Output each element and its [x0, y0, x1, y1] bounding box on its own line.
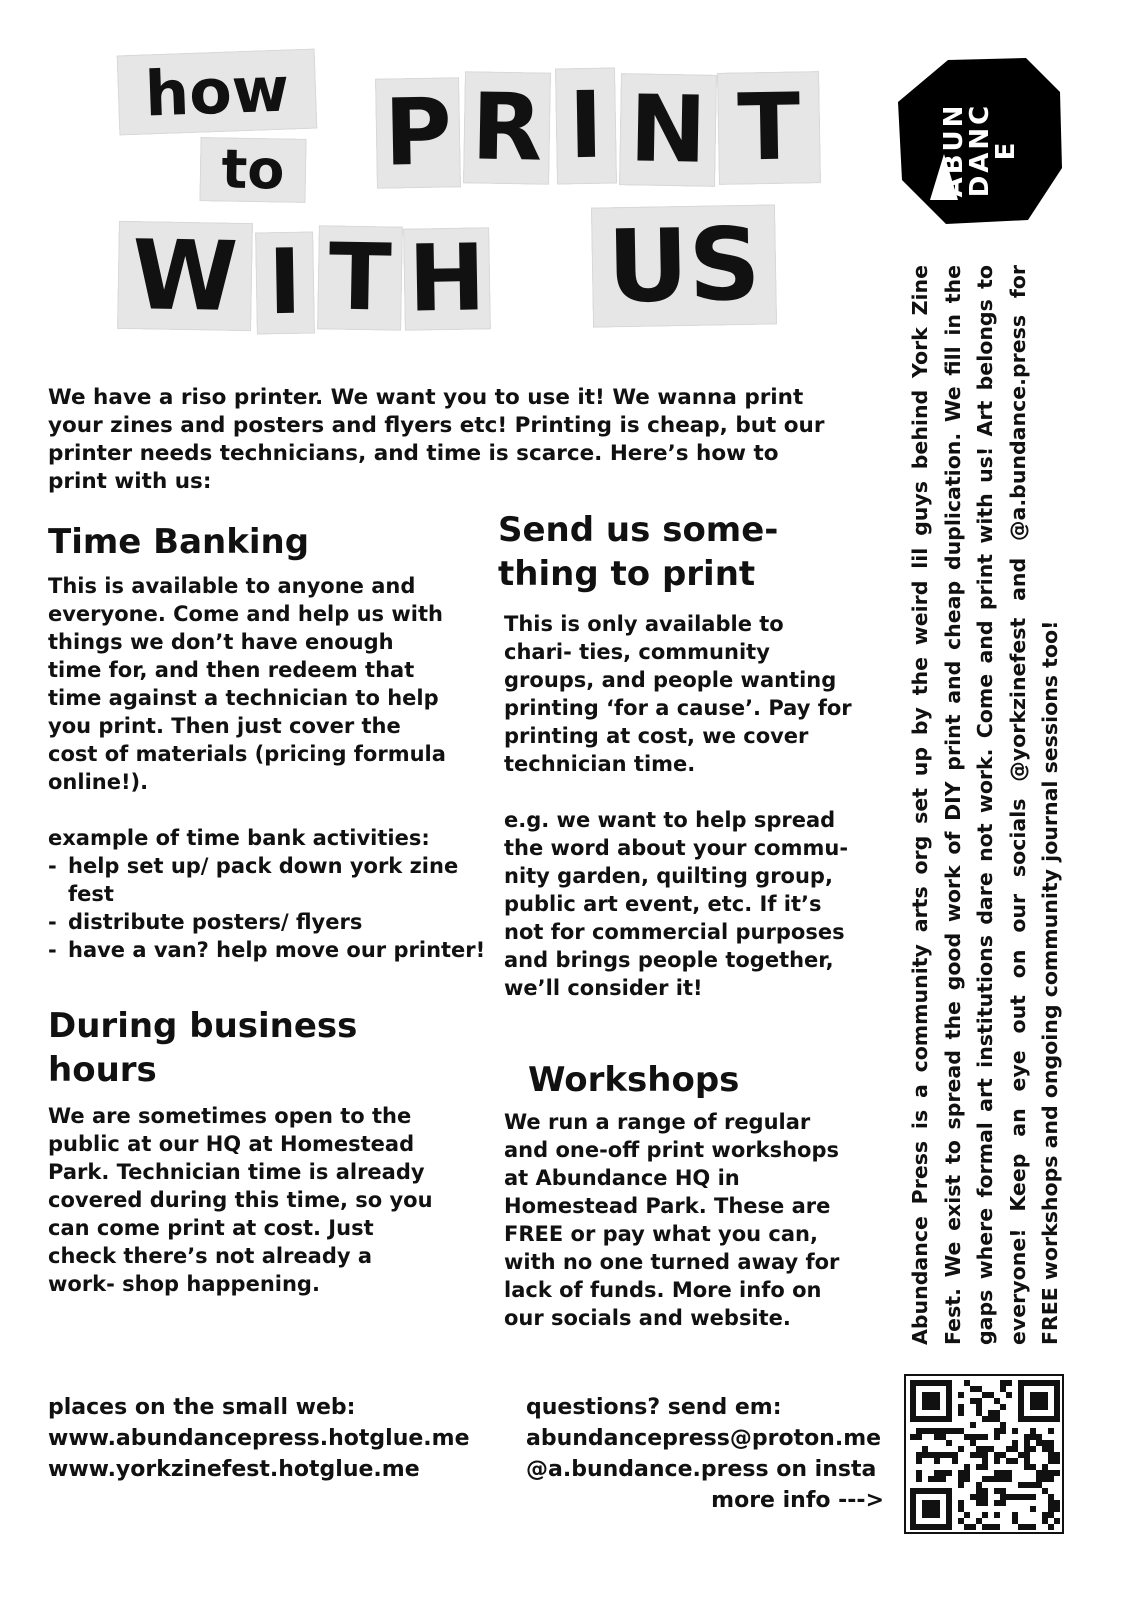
qr-module — [982, 1458, 988, 1464]
qr-module — [1048, 1470, 1054, 1476]
qr-module — [946, 1428, 952, 1434]
qr-code[interactable] — [904, 1374, 1064, 1534]
qr-module — [1042, 1476, 1048, 1482]
qr-module — [1030, 1434, 1036, 1440]
send-us-section — [498, 508, 868, 1002]
qr-module — [958, 1410, 964, 1416]
qr-module — [934, 1428, 940, 1434]
qr-module — [940, 1476, 946, 1482]
qr-module — [982, 1500, 988, 1506]
title-print-i: I — [555, 67, 617, 184]
qr-module — [928, 1428, 934, 1434]
qr-module — [1036, 1482, 1042, 1488]
qr-module — [976, 1410, 982, 1416]
qr-module — [958, 1404, 964, 1410]
qr-module — [934, 1434, 940, 1440]
qr-module — [1042, 1446, 1048, 1452]
qr-module — [1018, 1524, 1024, 1530]
send-us-heading-line1: Send us some- — [498, 510, 779, 550]
qr-module — [1048, 1512, 1054, 1518]
business-hours-heading-line1: During business — [48, 1006, 358, 1046]
qr-module — [994, 1500, 1000, 1506]
qr-module — [1036, 1470, 1042, 1476]
qr-module — [982, 1446, 988, 1452]
qr-module — [970, 1386, 976, 1392]
qr-module — [1012, 1446, 1018, 1452]
qr-module — [940, 1428, 946, 1434]
qr-module — [994, 1410, 1000, 1416]
abundance-logo — [888, 50, 1068, 230]
qr-module — [994, 1434, 1000, 1440]
qr-module — [934, 1476, 940, 1482]
web-link-abundancepress[interactable]: www.abundancepress.hotglue.me — [48, 1426, 470, 1451]
qr-module — [1042, 1518, 1048, 1524]
time-banking-heading: Time Banking — [48, 522, 310, 562]
qr-module — [1000, 1452, 1006, 1458]
qr-module — [1000, 1404, 1006, 1410]
send-us-example: e.g. we want to help spread the word about your commu- nity garden, quilting group, public art event, etc. If it’s not for commercial purposes and brings people together, we’ll consider it! — [504, 808, 849, 1000]
qr-module — [1006, 1494, 1012, 1500]
qr-module — [982, 1488, 988, 1494]
qr-module — [940, 1434, 946, 1440]
qr-module — [1000, 1500, 1006, 1506]
qr-module — [1024, 1482, 1030, 1488]
qr-pattern — [910, 1380, 1060, 1530]
title-how: how — [117, 49, 318, 136]
qr-module — [976, 1452, 982, 1458]
qr-module — [1006, 1476, 1012, 1482]
title-with-t: T — [317, 225, 403, 330]
qr-module — [1024, 1434, 1030, 1440]
qr-module — [964, 1380, 970, 1386]
qr-module — [976, 1482, 982, 1488]
about-line: Abundance Press is a community arts org set up by the weird lil guys behind York Zine — [908, 265, 932, 1345]
qr-module — [970, 1494, 976, 1500]
qr-module — [976, 1446, 982, 1452]
qr-module — [1018, 1494, 1024, 1500]
qr-module — [1006, 1458, 1012, 1464]
qr-module — [1030, 1482, 1036, 1488]
workshops-section — [504, 1058, 864, 1332]
qr-module — [964, 1512, 970, 1518]
qr-module — [922, 1446, 928, 1452]
qr-module — [1024, 1524, 1030, 1530]
qr-module — [1030, 1524, 1036, 1530]
qr-module — [1024, 1452, 1030, 1458]
qr-module — [952, 1452, 958, 1458]
qr-module — [1030, 1392, 1048, 1410]
qr-module — [970, 1524, 976, 1530]
logo-text: ABUNDANCE — [939, 102, 1021, 198]
contact-block — [526, 1392, 886, 1516]
web-links-block — [48, 1392, 470, 1485]
qr-module — [1012, 1494, 1018, 1500]
qr-module — [988, 1410, 994, 1416]
qr-module — [1048, 1500, 1054, 1506]
qr-module — [1030, 1446, 1036, 1452]
qr-module — [982, 1494, 988, 1500]
qr-module — [1048, 1452, 1054, 1458]
title-print-t: T — [717, 71, 821, 185]
qr-module — [1042, 1512, 1048, 1518]
qr-module — [928, 1452, 934, 1458]
business-hours-body: We are sometimes open to the public at our HQ at Homestead Park. Technician time is already covered during this time, so you can come print at cost. Just check there’s not already a work- shop happening. — [48, 1104, 433, 1296]
workshops-body: We run a range of regular and one-off print workshops at Abundance HQ in Homestead Park. These are FREE or pay what you can, with no one turned away for lack of funds. More info on our socials and website. — [504, 1110, 840, 1330]
send-us-heading-line2: thing to print — [498, 554, 756, 594]
title-print-r: R — [463, 71, 551, 184]
web-link-yorkzinefest[interactable]: www.yorkzinefest.hotglue.me — [48, 1457, 420, 1482]
qr-module — [946, 1470, 952, 1476]
about-line: FREE workshops and ongoing community journal sessions too! — [1038, 620, 1062, 1345]
qr-module — [1048, 1524, 1054, 1530]
workshops-heading: Workshops — [528, 1060, 740, 1100]
contact-email[interactable]: abundancepress@proton.me — [526, 1426, 882, 1451]
time-banking-section — [48, 520, 486, 964]
qr-module — [970, 1440, 976, 1446]
qr-module — [994, 1488, 1000, 1494]
qr-module — [976, 1404, 982, 1410]
qr-module — [1054, 1518, 1060, 1524]
qr-module — [976, 1500, 982, 1506]
qr-module — [958, 1482, 964, 1488]
qr-module — [1036, 1476, 1042, 1482]
qr-module — [964, 1464, 970, 1470]
qr-module — [1054, 1458, 1060, 1464]
qr-module — [964, 1476, 970, 1482]
qr-module — [964, 1434, 970, 1440]
qr-module — [970, 1398, 976, 1404]
time-banking-examples-label: example of time bank activities: — [48, 826, 430, 850]
qr-module — [922, 1428, 928, 1434]
qr-module — [994, 1398, 1000, 1404]
qr-module — [1042, 1488, 1048, 1494]
qr-module — [952, 1428, 958, 1434]
about-line: gaps where formal art institutions dare not work. Come and print with us! Art belongs to — [973, 265, 997, 1345]
qr-module — [1048, 1458, 1054, 1464]
qr-module — [1030, 1506, 1036, 1512]
qr-module — [982, 1524, 988, 1530]
qr-module — [958, 1392, 964, 1398]
qr-module — [940, 1470, 946, 1476]
qr-module — [982, 1512, 988, 1518]
qr-module — [1048, 1428, 1054, 1434]
qr-module — [982, 1476, 988, 1482]
qr-module — [1006, 1470, 1012, 1476]
web-links-label: places on the small web: — [48, 1395, 356, 1420]
about-line: Fest. We exist to spread the good work of DIY print and cheap duplication. We fill in the — [940, 265, 965, 1345]
qr-module — [958, 1476, 964, 1482]
qr-module — [1018, 1482, 1024, 1488]
qr-module — [916, 1452, 922, 1458]
qr-module — [1042, 1440, 1048, 1446]
qr-module — [916, 1428, 922, 1434]
qr-module — [946, 1440, 952, 1446]
qr-module — [1000, 1422, 1006, 1428]
qr-module — [928, 1476, 934, 1482]
qr-module — [1048, 1446, 1054, 1452]
qr-module — [988, 1524, 994, 1530]
qr-module — [1000, 1476, 1006, 1482]
qr-module — [910, 1434, 916, 1440]
qr-module — [1012, 1458, 1018, 1464]
list-item: - help set up/ pack down york zine fest — [48, 852, 478, 908]
qr-module — [946, 1452, 952, 1458]
qr-module — [1006, 1392, 1012, 1398]
qr-module — [916, 1470, 922, 1476]
qr-module — [1006, 1380, 1012, 1386]
qr-module — [1000, 1488, 1006, 1494]
qr-module — [1054, 1452, 1060, 1458]
qr-module — [964, 1470, 970, 1476]
qr-module — [952, 1458, 958, 1464]
qr-module — [970, 1422, 976, 1428]
contact-insta[interactable]: @a.bundance.press on insta — [526, 1457, 877, 1482]
qr-module — [1024, 1494, 1030, 1500]
qr-module — [1012, 1428, 1018, 1434]
time-banking-examples-list — [48, 852, 486, 964]
qr-module — [976, 1398, 982, 1404]
qr-module — [1036, 1440, 1042, 1446]
qr-module — [958, 1446, 964, 1452]
qr-module — [1006, 1446, 1012, 1452]
title-print-p: P — [375, 77, 461, 188]
qr-module — [982, 1434, 988, 1440]
qr-module — [964, 1524, 970, 1530]
qr-module — [982, 1452, 988, 1458]
qr-module — [988, 1392, 994, 1398]
qr-module — [976, 1488, 982, 1494]
title-with-i: I — [255, 232, 315, 335]
qr-module — [1042, 1464, 1048, 1470]
qr-module — [994, 1524, 1000, 1530]
about-line: everyone! Keep an eye out on our socials @yorkzinefest and @a.bundance.press for — [1005, 265, 1030, 1345]
more-info-text: more info ---> — [711, 1488, 884, 1513]
qr-module — [1042, 1470, 1048, 1476]
qr-module — [970, 1434, 976, 1440]
qr-module — [1048, 1506, 1054, 1512]
qr-module — [994, 1416, 1000, 1422]
qr-module — [1030, 1494, 1036, 1500]
qr-module — [976, 1434, 982, 1440]
qr-module — [1054, 1470, 1060, 1476]
qr-module — [1000, 1428, 1006, 1434]
questions-label: questions? send em: — [526, 1395, 782, 1420]
qr-module — [1024, 1440, 1030, 1446]
qr-module — [934, 1458, 940, 1464]
qr-module — [994, 1470, 1000, 1476]
title-us: US — [591, 204, 777, 327]
qr-module — [982, 1416, 988, 1422]
business-hours-section — [48, 1004, 448, 1298]
qr-module — [934, 1452, 940, 1458]
qr-module — [958, 1428, 964, 1434]
time-banking-body: This is available to anyone and everyone. Come and help us with things we don’t have enough time for, and then redeem that time against a technician to help you print. Then just cover the cost of materials (pricing formula online!). — [48, 574, 446, 794]
qr-module — [994, 1458, 1000, 1464]
about-sidebar — [904, 265, 1067, 1345]
qr-module — [916, 1434, 922, 1440]
qr-module — [1024, 1446, 1030, 1452]
qr-module — [922, 1392, 940, 1410]
qr-module — [1000, 1380, 1006, 1386]
qr-module — [1054, 1506, 1060, 1512]
qr-module — [1000, 1386, 1006, 1392]
qr-module — [976, 1464, 982, 1470]
qr-module — [976, 1518, 982, 1524]
qr-module — [988, 1446, 994, 1452]
qr-module — [958, 1518, 964, 1524]
qr-module — [988, 1416, 994, 1422]
qr-module — [994, 1476, 1000, 1482]
list-item: - have a van? help move our printer! — [48, 936, 478, 964]
about-text — [904, 265, 1067, 1345]
qr-module — [922, 1500, 940, 1518]
qr-module — [1030, 1464, 1036, 1470]
qr-module — [1048, 1494, 1054, 1500]
send-us-body: This is only available to chari- ties, community groups, and people wanting printing ‘for a cause’. Pay for printing at cost, we cover technician time. — [504, 612, 852, 776]
qr-module — [1000, 1470, 1006, 1476]
qr-module — [1012, 1440, 1018, 1446]
title-with-w: W — [117, 221, 253, 331]
qr-module — [916, 1476, 922, 1482]
business-hours-heading-line2: hours — [48, 1050, 157, 1090]
qr-module — [1012, 1518, 1018, 1524]
title-print-n: N — [619, 73, 717, 187]
qr-module — [916, 1458, 922, 1464]
qr-module — [994, 1452, 1000, 1458]
intro-text: We have a riso printer. We want you to use it! We wanna print your zines and posters and flyers etc! Printing is cheap, but our printer needs technicians, and time is scarce. Here’s how to print with us: — [48, 385, 825, 494]
list-item: - distribute posters/ flyers — [48, 908, 478, 936]
qr-module — [1048, 1476, 1054, 1482]
qr-module — [1012, 1512, 1018, 1518]
qr-module — [1048, 1440, 1054, 1446]
qr-module — [922, 1452, 928, 1458]
qr-module — [994, 1428, 1000, 1434]
title-to: to — [199, 137, 306, 203]
qr-module — [1030, 1428, 1036, 1434]
qr-module — [1018, 1452, 1024, 1458]
qr-module — [1036, 1434, 1042, 1440]
qr-module — [988, 1476, 994, 1482]
qr-module — [940, 1452, 946, 1458]
title-with-h: H — [403, 227, 491, 330]
qr-module — [976, 1386, 982, 1392]
qr-module — [958, 1500, 964, 1506]
qr-module — [958, 1506, 964, 1512]
qr-module — [982, 1464, 988, 1470]
qr-module — [1054, 1500, 1060, 1506]
qr-module — [1000, 1494, 1006, 1500]
qr-module — [1024, 1458, 1030, 1464]
qr-module — [1024, 1464, 1030, 1470]
qr-module — [994, 1512, 1000, 1518]
qr-module — [934, 1470, 940, 1476]
qr-module — [982, 1392, 988, 1398]
qr-module — [958, 1470, 964, 1476]
qr-module — [970, 1452, 976, 1458]
qr-module — [976, 1494, 982, 1500]
